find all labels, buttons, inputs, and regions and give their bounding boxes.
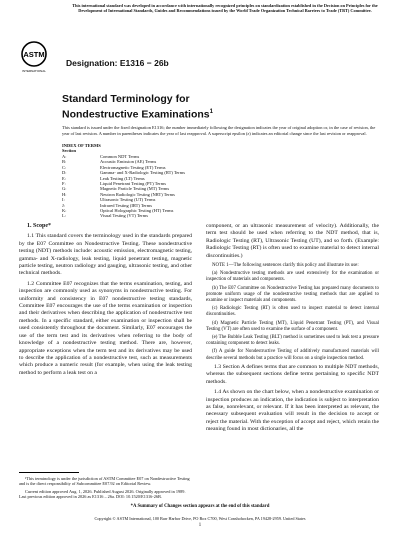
toc-name: Visual Testing (VT) Terms — [100, 213, 149, 219]
footnotes — [19, 476, 192, 502]
title-line-1: Standard Terminology for — [62, 93, 190, 105]
toc-name: Electromagnetic Testing (ET) Terms — [100, 164, 166, 170]
document-title — [62, 93, 382, 121]
left-column — [19, 223, 192, 380]
note-item-e: (e) The Bubble Leak Testing (BLT) method is sometimes used to leak test a pressure containing component to detect leaks. — [206, 335, 379, 347]
wto-notice: This international standard was developed in accordance with internationally recognized principles on standardization established in the Decision on Principles for the Development of International Standards, Guides and Recommendations issued by the World Trade Organization Technical Barriers to Trade (TBT) Committee. — [72, 3, 378, 14]
toc-heading: INDEX OF TERMS — [62, 143, 101, 148]
footnote-rule — [19, 472, 79, 473]
toc-heading-block — [62, 143, 101, 154]
toc-name: Gamma- and X-Radiologic Testing (RT) Terms — [100, 170, 186, 176]
toc-name: Infrared Testing (IRT) Terms — [100, 202, 153, 208]
toc-name: Liquid Penetrant Testing (PT) Terms — [100, 181, 166, 187]
summary-of-changes-note: *A Summary of Changes section appears at the end of this standard — [130, 504, 270, 509]
toc-section: L: — [62, 213, 66, 219]
toc-name: Optical Holographic Testing (HT) Terms — [100, 208, 174, 214]
toc-section: G: — [62, 186, 67, 192]
toc-section: H: — [62, 191, 67, 197]
toc-name: Ultrasonic Testing (UT) Terms — [100, 197, 156, 203]
paragraph-1-4: 1.4 As shown on the chart below, when a nondestructive examination or inspection produces an indication, the indication is subject to interpretation as false, nonrelevant, or relevant. If it has been interpreted as relevant, the necessary subsequent evaluation will result in the decision to accept or reject the material. With the exception of accept and reject, which retain the meaning found in most dictionaries, all the — [206, 389, 379, 433]
toc-name: Magnetic Particle Testing (MT) Terms — [100, 186, 170, 192]
toc-name: Acoustic Emission (AE) Terms — [100, 159, 157, 165]
paragraph-1-1: 1.1 This standard covers the terminology used in the standards prepared by the E07 Committee on Nondestructive Testing. These nondestructive testing (NDT) methods include: acoustic emission, electromagnetic testing, gamma- and X-radiology, leak testing, liquid penetrant testing, magnetic particle testing, neutron radiology and gauging, ultrasonic testing, and other technical methods. — [19, 233, 192, 277]
note-item-d: (d) Magnetic Particle Testing (MT), Liquid Penetrant Testing (PT), and Visual Testing (VT) are often used to examine the surface of a component. — [206, 320, 379, 332]
note-item-a: (a) Nondestructive testing methods are used extensively for the examination or inspection of materials and components. — [206, 271, 379, 283]
note-item-f: (f) A guide for Nondestructive Testing of additively manufactured materials will describe several methods but a practice will focus on a single inspection method. — [206, 349, 379, 361]
toc-list — [62, 154, 242, 219]
paragraph-1-3: 1.3 Section A defines terms that are common to multiple NDT methods, whereas the subsequent sections define terms pertaining to specific NDT methods. — [206, 363, 379, 385]
toc-section-label: Section — [62, 148, 76, 154]
note-1: NOTE 1—The following sentences clarify this policy and illustrate its use: — [212, 263, 359, 269]
toc-section: F: — [62, 181, 66, 187]
toc-section: B: — [62, 159, 67, 165]
svg-text:INTERNATIONAL: INTERNATIONAL — [22, 69, 46, 73]
toc-section: D: — [62, 170, 67, 176]
toc-name: Leak Testing (LT) Terms — [100, 175, 145, 181]
scope-heading: 1. Scope* — [27, 223, 51, 229]
note-item-b: (b) The E07 Committee on Nondestructive Testing has prepared many documents to promote uniform usage of the nondestructive testing methods that are applied to examine or inspect materials and components. — [206, 285, 379, 304]
svg-text:ASTM: ASTM — [23, 50, 45, 59]
toc-section: A: — [62, 154, 67, 159]
right-column — [206, 223, 379, 437]
title-line-2 — [62, 106, 382, 121]
toc-section: E: — [62, 175, 66, 181]
toc-section: C: — [62, 164, 67, 170]
title-footnote-marker: 1 — [209, 108, 213, 115]
page-number: 1 — [198, 523, 202, 528]
copyright: Copyright © ASTM International, 100 Barr Harbor Drive, PO Box C700, West Conshohocken, PA 19428-2959. United States — [94, 516, 306, 521]
toc-section: J: — [62, 202, 66, 208]
intro-paragraph: This standard is issued under the fixed designation E1316; the number immediately following the designation indicates the year of original adoption or, in the case of revision, the year of last revision. A number in parentheses indicates the year of last reapproval. A superscript epsilon (ε) indicates an editorial change since the last revision or reapproval. — [62, 125, 376, 136]
astm-logo — [19, 40, 49, 74]
toc-section: I: — [62, 197, 65, 203]
paragraph-1-2: 1.2 Committee E07 recognizes that the terms examination, testing, and inspection are commonly used as synonyms in nondestructive testing. For uniformity and consistency in E07 nondestructive testing standards, Committee E07 encourages the use of the terms examination or inspection and their derivatives when describing the application of nondestructive test methods. In a specific standard, either examination or inspection shall be used consistently throughout the document. Similarly, E07 encourages the use of the term test and its derivatives when referring to the body of knowledge of a nondestructive testing method. There are, however, appropriate exceptions when the term test and its derivatives may be used to describe the application of a nondestructive test, such as measurements which produce a numeric result (for example, when using the leak testing method to perform a leak test on a — [19, 280, 192, 376]
footnote-edition: Current edition approved Aug. 1, 2026. Published August 2026. Originally approved in 1989. Last previous edition approved in 2026 as E1316 – 26a. DOI: 10.1520/E1316-26B. — [19, 488, 186, 500]
title-line-2-text: Nondestructive Examinations — [62, 108, 210, 120]
toc-name: Common NDT Terms — [100, 154, 140, 159]
designation: Designation: E1316 − 26b — [66, 58, 169, 68]
toc-section: K: — [62, 208, 67, 214]
note-item-c: (c) Radiologic Testing (RT) is often used to inspect material to detect internal discontinuities. — [206, 306, 379, 318]
toc-name: Neutron Radiologic Testing (NRT) Terms — [100, 191, 175, 197]
toc-row — [62, 213, 242, 218]
footnote-1: ¹This terminology is under the jurisdiction of ASTM Committee E07 on Nondestructive Testing and is the direct responsibility of Subcommittee E07.92 on Editorial Review. — [19, 476, 190, 487]
paragraph-continuation: component, or an ultrasonic measurement of velocity). Additionally, the term test should be used when referring to the NDT method, that is, Radiologic Testing (RT), Ultrasonic Testing (UT), and so forth. (Example: Radiologic Testing (RT) is often used to examine material to detect internal discontinuities.) — [206, 223, 379, 259]
